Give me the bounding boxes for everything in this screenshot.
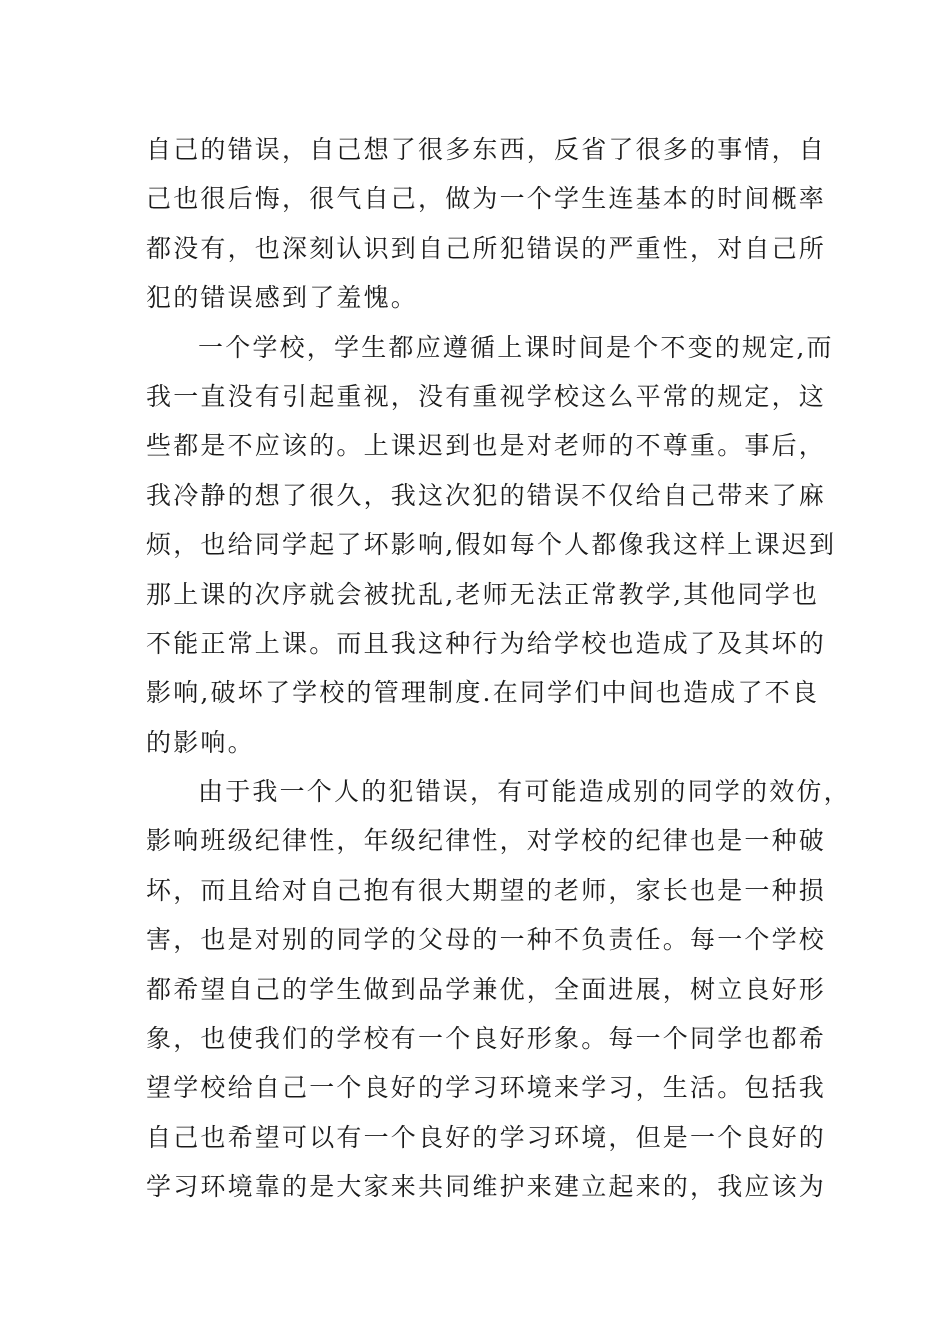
text-line: 学习环境靠的是大家来共同维护来建立起来的，我应该为 (146, 1172, 827, 1202)
text-line: 我冷静的想了很久，我这次犯的错误不仅给自己带来了麻 (146, 480, 827, 510)
text-line: 犯的错误感到了羞愧。 (146, 283, 419, 313)
text-line: 一个学校，学生都应遵循上课时间是个不变的规定,而 (198, 332, 834, 362)
text-line: 影响班级纪律性，年级纪律性，对学校的纪律也是一种破 (146, 826, 827, 856)
document-body (146, 125, 851, 1212)
text-line: 些都是不应该的。上课迟到也是对老师的不尊重。事后， (146, 431, 827, 461)
text-line: 己也很后悔，很气自己，做为一个学生连基本的时间概率 (146, 184, 827, 214)
text-line: 自己的错误，自己想了很多东西，反省了很多的事情，自 (146, 135, 827, 164)
text-line: 烦，也给同学起了坏影响,假如每个人都像我这样上课迟到 (146, 530, 837, 560)
text-line: 象，也使我们的学校有一个良好形象。每一个同学也都希 (146, 1024, 827, 1054)
text-line: 都没有，也深刻认识到自己所犯错误的严重性，对自己所 (146, 233, 827, 263)
text-line: 不能正常上课。而且我这种行为给学校也造成了及其坏的 (146, 628, 827, 658)
text-line: 的影响。 (146, 727, 255, 757)
text-line: 害，也是对别的同学的父母的一种不负责任。每一个学校 (146, 925, 827, 955)
paragraph-2 (146, 323, 837, 768)
text-line: 那上课的次序就会被扰乱,老师无法正常教学,其他同学也 (146, 579, 820, 609)
text-line: 坏，而且给对自己抱有很大期望的老师，家长也是一种损 (146, 875, 827, 905)
text-line: 由于我一个人的犯错误，有可能造成别的同学的效仿， (198, 777, 851, 807)
text-line: 都希望自己的学生做到品学兼优，全面进展，树立良好形 (146, 974, 827, 1004)
paragraph-3 (146, 767, 851, 1212)
text-line: 自己也希望可以有一个良好的学习环境，但是一个良好的 (146, 1122, 827, 1152)
paragraph-1 (146, 125, 827, 323)
text-line: 影响,破坏了学校的管理制度.在同学们中间也造成了不良 (146, 678, 820, 708)
text-line: 望学校给自己一个良好的学习环境来学习，生活。包括我 (146, 1073, 827, 1103)
text-line: 我一直没有引起重视，没有重视学校这么平常的规定，这 (146, 381, 827, 411)
